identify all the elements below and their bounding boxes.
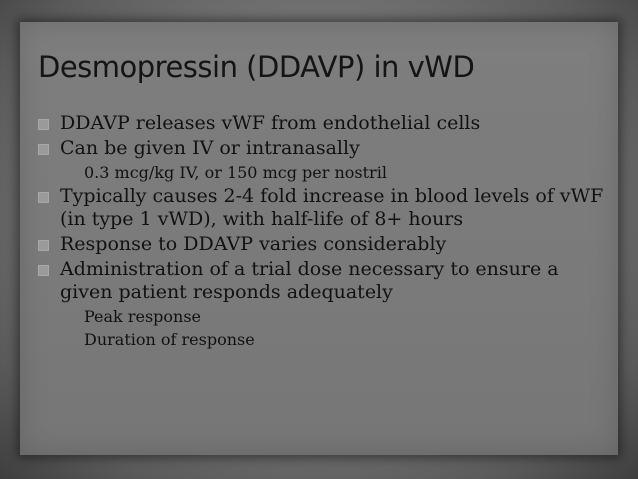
square-bullet-icon [38,265,49,276]
bullet-text: Can be given IV or intranasally [60,137,360,159]
bullet-item [36,258,606,304]
bullet-item [36,137,606,160]
slide-title: Desmopressin (DDAVP) in vWD [38,50,475,84]
bullet-item [36,112,606,135]
sub-bullet-item [36,329,606,351]
bullet-text: Response to DDAVP varies considerably [60,233,447,255]
square-bullet-icon [38,144,49,155]
sub-bullet-text: Peak response [84,307,202,326]
bullet-item [36,185,606,231]
bullet-text: DDAVP releases vWF from endothelial cells [60,112,481,134]
sub-bullet-item [36,306,606,328]
square-bullet-icon [38,240,49,251]
content-panel [20,22,618,455]
square-bullet-icon [38,192,49,203]
sub-bullet-text: 0.3 mcg/kg IV, or 150 mcg per nostril [84,163,387,182]
sub-bullet-item [36,162,606,184]
bullet-item [36,233,606,256]
bullet-text: Typically causes 2-4 fold increase in blood levels of vWF (in type 1 vWD), with half-life of 8+ hours [60,185,604,230]
bullet-text: Administration of a trial dose necessary to ensure a given patient responds adequately [60,258,559,303]
square-bullet-icon [38,119,49,130]
sub-bullet-text: Duration of response [84,330,255,349]
bullet-list [36,112,606,352]
